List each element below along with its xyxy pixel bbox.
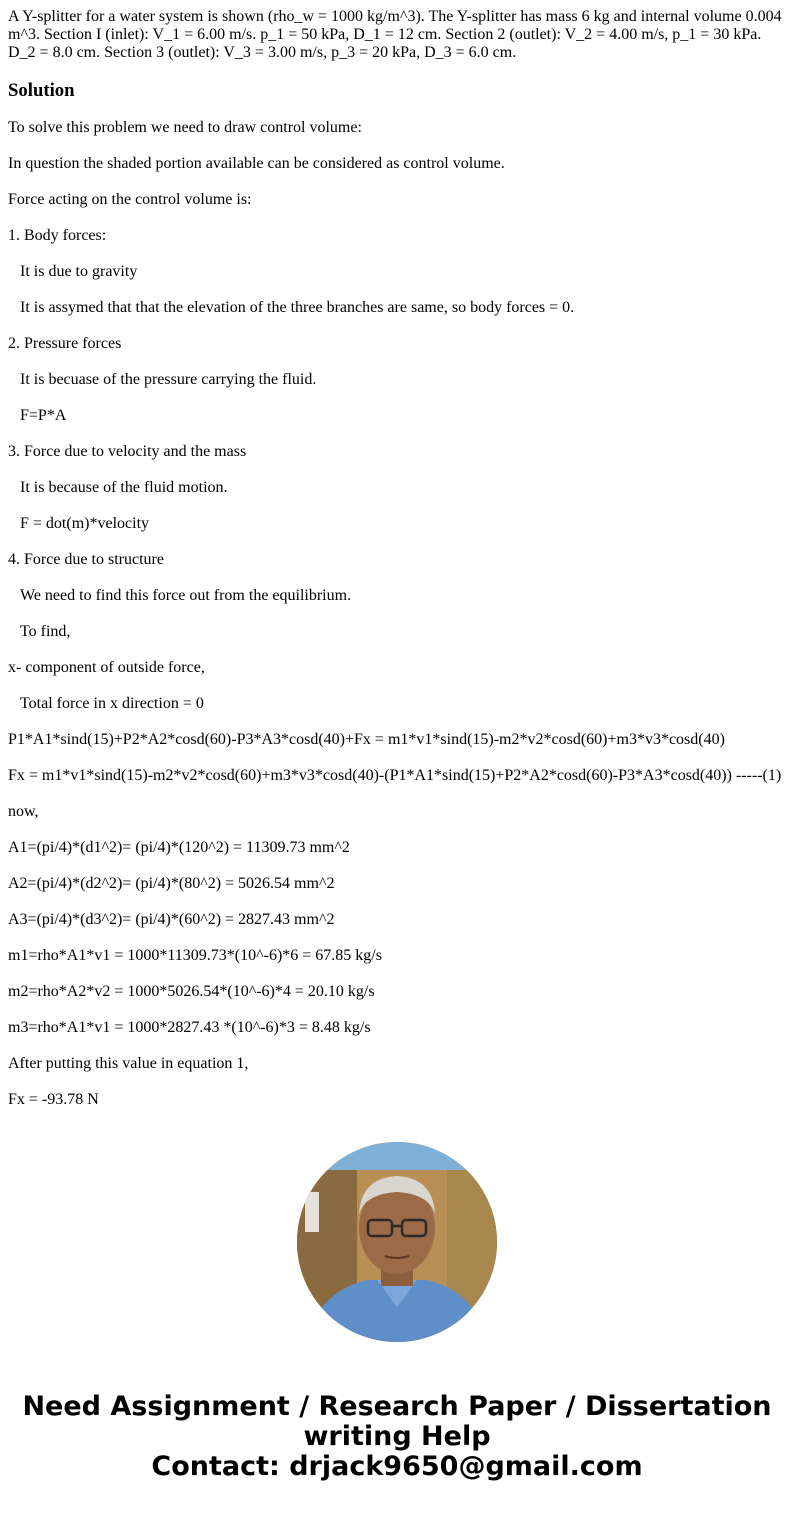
solution-line: m1=rho*A1*v1 = 1000*11309.73*(10^-6)*6 = 67.85 kg/s xyxy=(8,947,382,964)
avatar xyxy=(297,1142,497,1342)
solution-line: Force acting on the control volume is: xyxy=(8,191,252,208)
solution-line: Total force in x direction = 0 xyxy=(20,695,204,712)
solution-line: m3=rho*A1*v1 = 1000*2827.43 *(10^-6)*3 = 8.48 kg/s xyxy=(8,1019,371,1036)
solution-line: Fx = m1*v1*sind(15)-m2*v2*cosd(60)+m3*v3*cosd(40)-(P1*A1*sind(15)+P2*A2*cosd(60)-P3*A3*cosd(40)) -----(1) xyxy=(8,767,782,784)
solution-line: m2=rho*A2*v2 = 1000*5026.54*(10^-6)*4 = 20.10 kg/s xyxy=(8,983,375,1000)
solution-line: now, xyxy=(8,803,39,820)
solution-heading: Solution xyxy=(8,80,75,101)
solution-line: Fx = -93.78 N xyxy=(8,1091,99,1108)
page xyxy=(0,8,794,1502)
solution-line: 2. Pressure forces xyxy=(8,335,122,352)
solution-line: It is assymed that that the elevation of the three branches are same, so body forces = 0. xyxy=(20,299,575,316)
solution-line: 3. Force due to velocity and the mass xyxy=(8,443,247,460)
solution-line: A3=(pi/4)*(d3^2)= (pi/4)*(60^2) = 2827.43 mm^2 xyxy=(8,911,335,928)
promo-banner xyxy=(8,1392,786,1482)
avatar-container xyxy=(8,1142,786,1342)
solution-line: A1=(pi/4)*(d1^2)= (pi/4)*(120^2) = 11309.73 mm^2 xyxy=(8,839,350,856)
promo-contact: Contact: drjack9650@gmail.com xyxy=(151,1451,643,1482)
solution-line: F = dot(m)*velocity xyxy=(20,515,150,532)
solution-line: It is becuase of the pressure carrying the fluid. xyxy=(20,371,317,388)
solution-line: A2=(pi/4)*(d2^2)= (pi/4)*(80^2) = 5026.54 mm^2 xyxy=(8,875,335,892)
solution-line: It is due to gravity xyxy=(20,263,138,280)
solution-line: x- component of outside force, xyxy=(8,659,205,676)
solution-line: P1*A1*sind(15)+P2*A2*cosd(60)-P3*A3*cosd(40)+Fx = m1*v1*sind(15)-m2*v2*cosd(60)+m3*v3*cosd(40) xyxy=(8,731,725,748)
solution-line: To solve this problem we need to draw control volume: xyxy=(8,119,362,136)
promo-line: writing Help xyxy=(303,1421,491,1452)
question-text: A Y-splitter for a water system is shown (rho_w = 1000 kg/m^3). The Y-splitter has mass 6 kg and internal volume 0.004 m^3. Section I (inlet): V_1 = 6.00 m/s. p_1 = 50 kPa, D_1 = 12 cm. Section 2 (outlet): V_2 = 4.00 m/s, p_1 = 30 kPa. D_2 = 8.0 cm. Section 3 (outlet): V_3 = 3.00 m/s, p_3 = 20 kPa, D_3 = 6.0 cm. xyxy=(8,8,782,61)
promo-line: Need Assignment / Research Paper / Dissertation xyxy=(22,1391,772,1422)
solution-line: After putting this value in equation 1, xyxy=(8,1055,249,1072)
solution-body xyxy=(8,119,786,1109)
solution-line: It is because of the fluid motion. xyxy=(20,479,228,496)
solution-line: F=P*A xyxy=(20,407,67,424)
avatar-portrait xyxy=(297,1142,497,1342)
solution-line: 4. Force due to structure xyxy=(8,551,164,568)
solution-line: We need to find this force out from the equilibrium. xyxy=(20,587,352,604)
solution-line: In question the shaded portion available can be considered as control volume. xyxy=(8,155,505,172)
solution-line: To find, xyxy=(20,623,71,640)
solution-line: 1. Body forces: xyxy=(8,227,107,244)
